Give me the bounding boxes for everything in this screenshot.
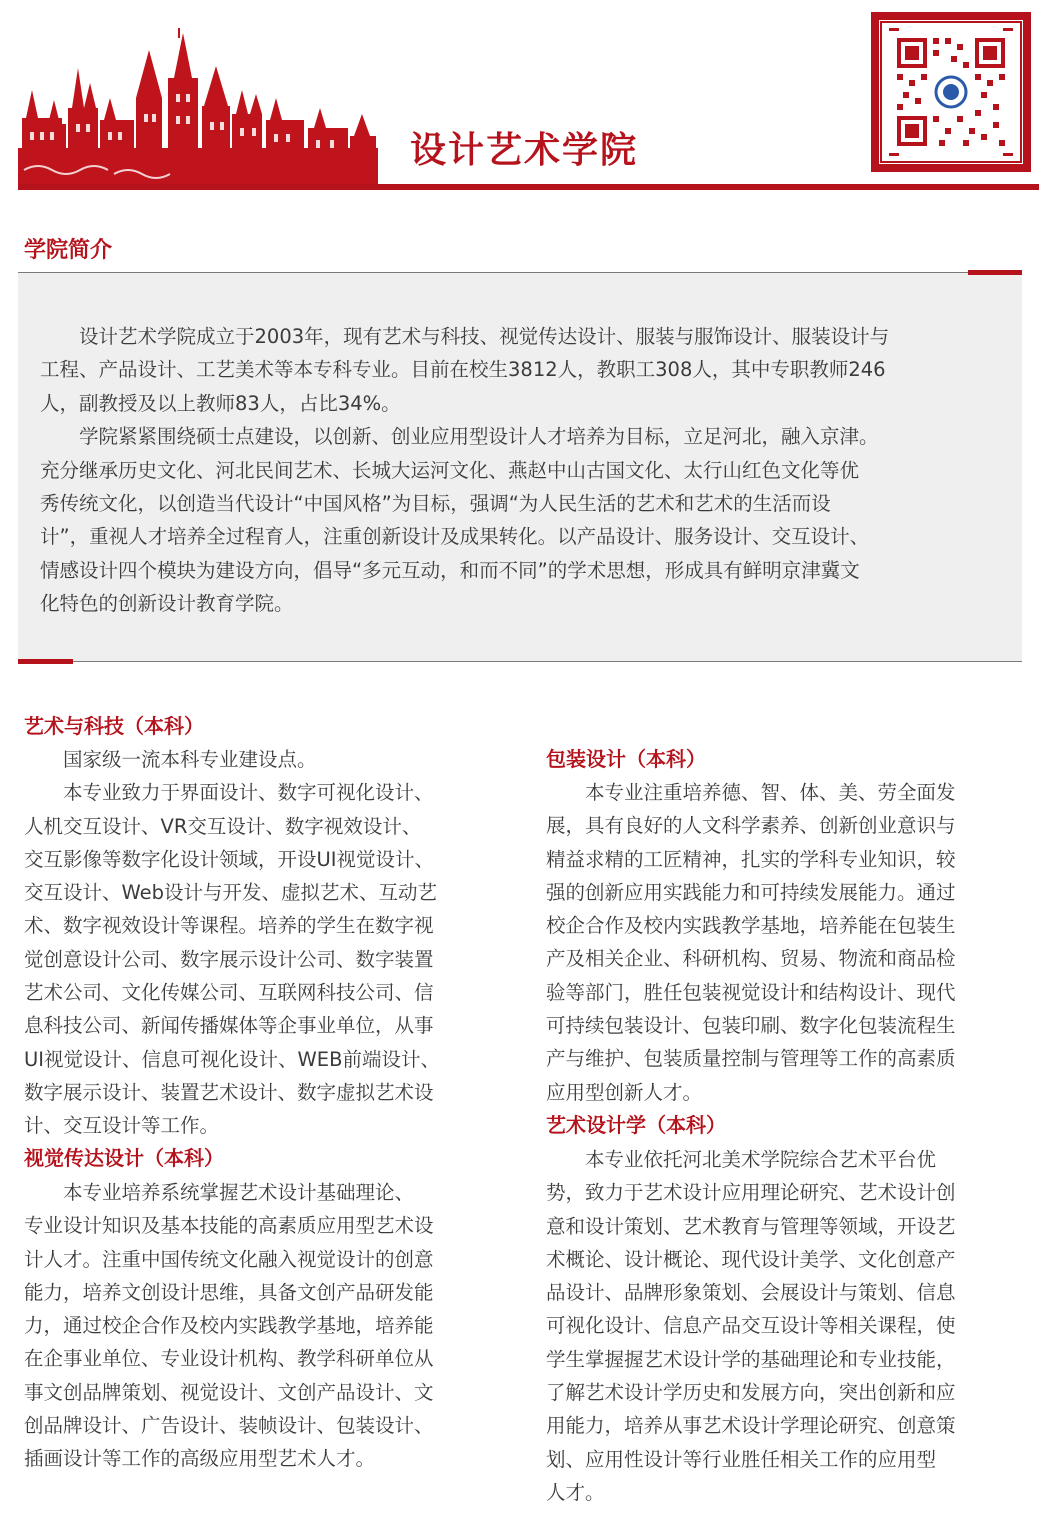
major-title-art-tech: 艺术与科技（本科） [24,714,204,738]
major-line: 觉创意设计公司、数字展示设计公司、数字装置 [24,947,434,971]
intro-line: 计”，重视人才培养全过程育人，注重创新设计及成果转化。以产品设计、服务设计、交互设计、 [40,525,870,549]
header-divider [18,184,1039,190]
major-line: 息科技公司、新闻传播媒体等企事业单位，从事 [24,1014,434,1038]
intro-bottom-accent [18,659,73,664]
major-body-art-design [546,1143,1026,1509]
major-line: 事文创品牌策划、视觉设计、文创产品设计、文 [24,1380,434,1404]
major-body-packaging [546,776,1026,1109]
major-line: 创品牌设计、广告设计、装帧设计、包装设计、 [24,1414,434,1438]
qr-code[interactable] [879,20,1023,164]
major-line: 可持续包装设计、包装印刷、数字化包装流程生 [546,1014,956,1038]
major-line: 在企事业单位、专业设计机构、教学科研单位从 [24,1347,434,1371]
major-line: 国家级一流本科专业建设点。 [24,748,317,771]
major-line: UI视觉设计、信息可视化设计、WEB前端设计、 [24,1047,441,1071]
major-line: 能力，培养文创设计思维，具备文创产品研发能 [24,1280,434,1304]
major-line: 校企合作及校内实践教学基地，培养能在包装生 [546,914,956,938]
major-title-art-design: 艺术设计学（本科） [546,1113,726,1137]
major-line: 计、交互设计等工作。 [24,1114,220,1138]
major-line: 用能力，培养从事艺术设计学理论研究、创意策 [546,1414,956,1438]
major-line: 插画设计等工作的高级应用型艺术人才。 [24,1447,376,1471]
major-line: 计人才。注重中国传统文化融入视觉设计的创意 [24,1247,434,1271]
major-line: 数字展示设计、装置艺术设计、数字虚拟艺术设 [24,1080,434,1104]
intro-heading: 学院简介 [24,237,113,263]
major-line: 学生掌握握艺术设计学的基础理论和专业技能， [546,1347,956,1371]
intro-line: 充分继承历史文化、河北民间艺术、长城大运河文化、燕赵中山古国文化、太行山红色文化等优 [40,458,860,482]
intro-line: 情感设计四个模块为建设方向，倡导“多元互动，和而不同”的学术思想，形成具有鲜明京津冀文 [40,558,860,582]
major-line: 意和设计策划、艺术教育与管理等领域，开设艺 [546,1214,956,1238]
intro-line: 工程、产品设计、工艺美术等本专科专业。目前在校生3812人，教职工308人，其中专职教师246 [40,358,886,382]
major-line: 力，通过校企合作及校内实践教学基地，培养能 [24,1314,434,1338]
major-line: 展，具有良好的人文科学素养、创新创业意识与 [546,814,956,838]
major-line: 本专业培养系统掌握艺术设计基础理论、 [24,1181,415,1204]
major-line: 本专业依托河北美术学院综合艺术平台优 [546,1148,937,1171]
major-line: 人才。 [546,1480,605,1504]
major-line: 产与维护、包装质量控制与管理等工作的高素质 [546,1047,956,1071]
major-line: 可视化设计、信息产品交互设计等相关课程，使 [546,1314,956,1338]
major-line: 艺术公司、文化传媒公司、互联网科技公司、信 [24,981,434,1005]
major-line: 交互设计、Web设计与开发、虚拟艺术、互动艺 [24,881,438,905]
major-line: 验等部门，胜任包装视觉设计和结构设计、现代 [546,980,956,1004]
major-line: 交互影像等数字化设计领域，开设UI视觉设计、 [24,847,435,871]
major-line: 应用型创新人才。 [546,1080,703,1104]
major-line: 产及相关企业、科研机构、贸易、物流和商品检 [546,947,956,971]
major-line: 专业设计知识及基本技能的高素质应用型艺术设 [24,1214,434,1238]
major-line: 品设计、品牌形象策划、会展设计与策划、信息 [546,1281,956,1305]
major-title-packaging: 包装设计（本科） [546,747,706,771]
intro-top-divider [18,272,1022,273]
major-body-visual-comm [24,1176,504,1476]
intro-line: 秀传统文化，以创造当代设计“中国风格”为目标，强调“为人民生活的艺术和艺术的生活而设 [40,491,831,515]
major-line: 势，致力于艺术设计应用理论研究、艺术设计创 [546,1181,956,1205]
major-line: 强的创新应用实践能力和可持续发展能力。通过 [546,880,956,904]
intro-body [40,320,1002,621]
college-title: 设计艺术学院 [410,130,639,171]
major-line: 人机交互设计、VR交互设计、数字视效设计、 [24,814,422,838]
intro-line: 人，副教授及以上教师83人，占比34%。 [40,391,401,415]
intro-top-accent [968,270,1022,275]
major-line: 本专业注重培养德、智、体、美、劳全面发 [546,781,956,804]
intro-line: 化特色的创新设计教育学院。 [40,592,294,616]
intro-line: 设计艺术学院成立于2003年，现有艺术与科技、视觉传达设计、服装与服饰设计、服装设计与 [40,325,890,348]
intro-line: 学院紧紧围绕硕士点建设，以创新、创业应用型设计人才培养为目标，立足河北，融入京津。 [40,425,879,449]
major-line: 划、应用性设计等行业胜任相关工作的应用型 [546,1447,937,1471]
major-line: 术、数字视效设计等课程。培养的学生在数字视 [24,914,434,938]
qr-code-frame [871,12,1031,172]
qr-code-icon [879,20,1023,164]
major-line: 了解艺术设计学历史和发展方向，突出创新和应 [546,1381,956,1405]
campus-skyline-illustration [18,28,378,190]
major-title-visual-comm: 视觉传达设计（本科） [24,1146,224,1170]
intro-bottom-divider [18,661,1022,662]
major-line: 本专业致力于界面设计、数字可视化设计、 [24,781,434,805]
major-line: 术概论、设计概论、现代设计美学、文化创意产 [546,1247,956,1271]
major-body-art-tech [24,743,504,1143]
major-line: 精益求精的工匠精神，扎实的学科专业知识，较 [546,847,956,871]
